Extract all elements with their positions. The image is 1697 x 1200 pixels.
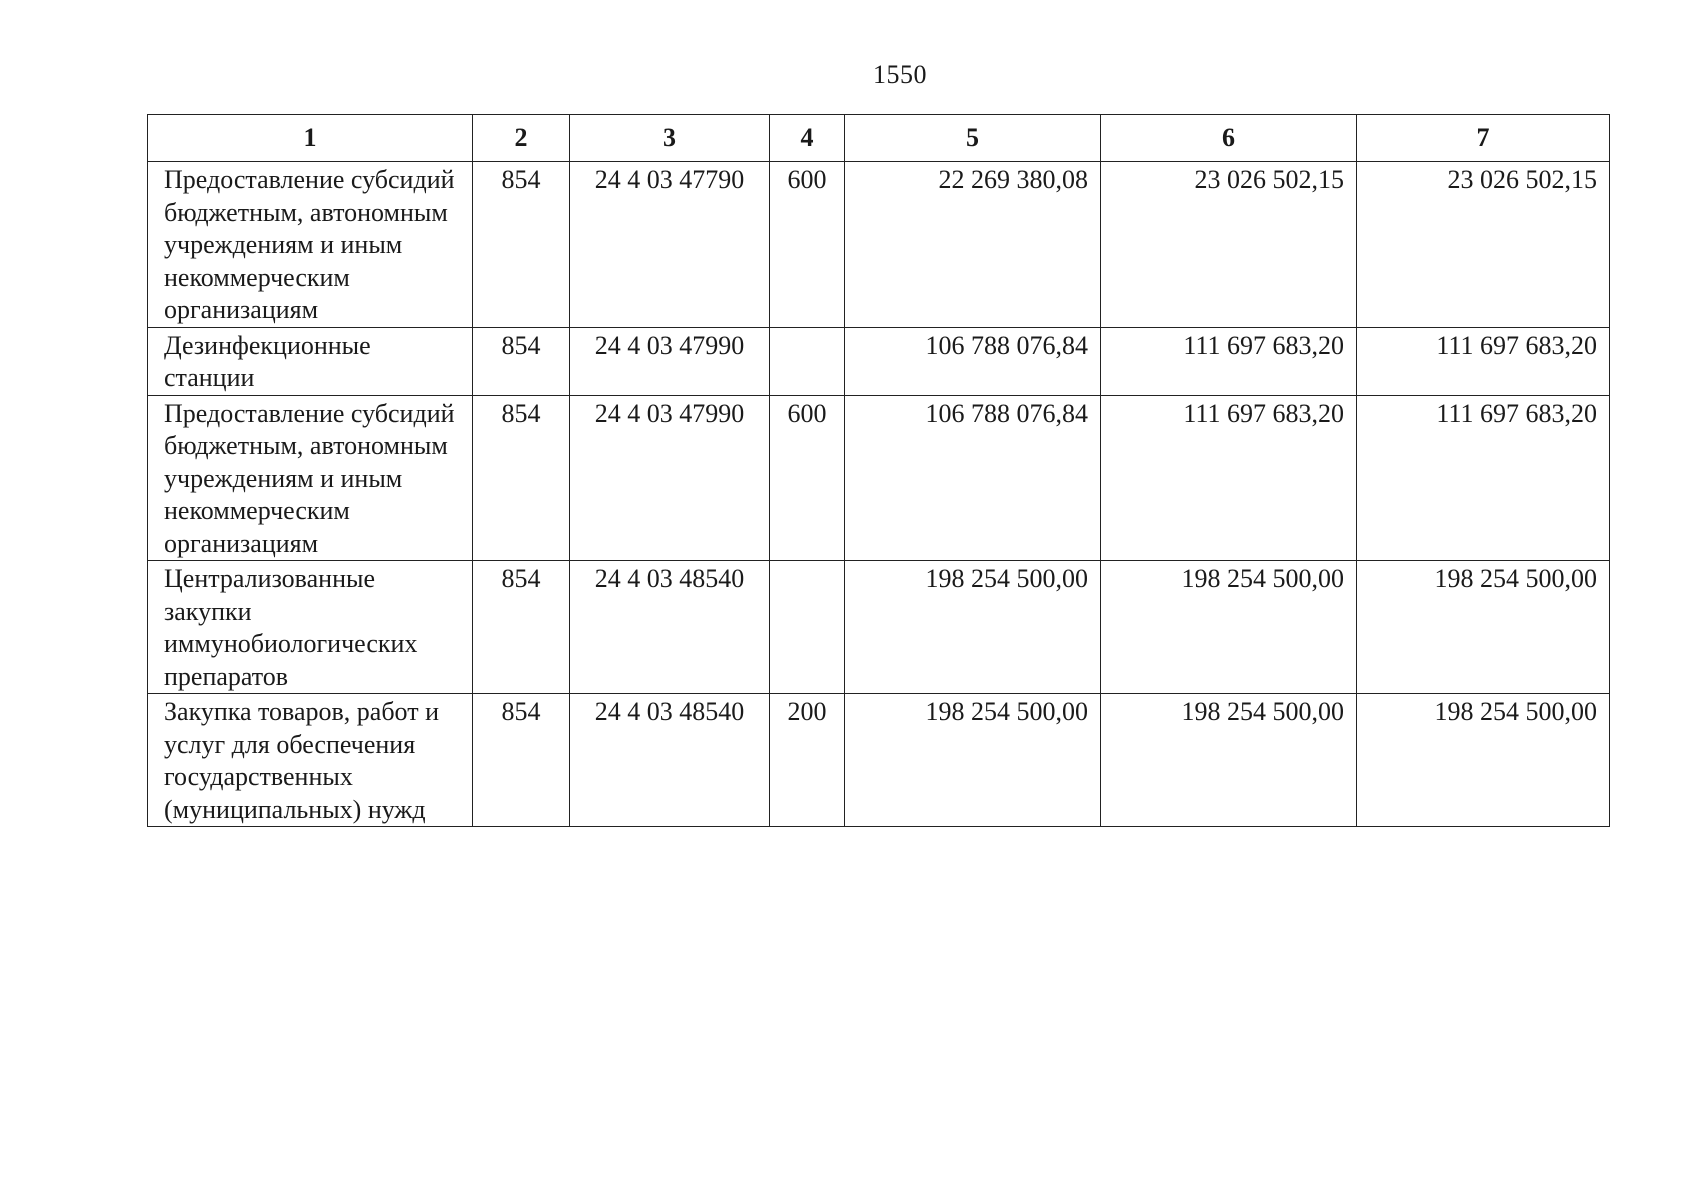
row-amount-3: 198 254 500,00 xyxy=(1357,561,1610,694)
row-amount-1: 106 788 076,84 xyxy=(845,327,1101,395)
header-row xyxy=(148,115,1610,162)
row-type: 200 xyxy=(770,694,845,827)
table-row xyxy=(148,561,1610,694)
row-code: 854 xyxy=(473,162,570,328)
row-amount-3: 23 026 502,15 xyxy=(1357,162,1610,328)
row-amount-2: 23 026 502,15 xyxy=(1101,162,1357,328)
row-target: 24 4 03 47990 xyxy=(570,395,770,561)
budget-table xyxy=(147,114,1610,827)
row-name: Предоставление субсидий бюджетным, автономным учреждениям и иным некоммерческим организациям xyxy=(148,395,473,561)
row-code: 854 xyxy=(473,694,570,827)
page-number: 1550 xyxy=(873,60,927,89)
row-target: 24 4 03 48540 xyxy=(570,694,770,827)
row-code: 854 xyxy=(473,395,570,561)
row-name: Закупка товаров, работ и услуг для обеспечения государственных (муниципальных) нужд xyxy=(148,694,473,827)
row-code: 854 xyxy=(473,561,570,694)
row-amount-1: 198 254 500,00 xyxy=(845,561,1101,694)
row-target: 24 4 03 47990 xyxy=(570,327,770,395)
row-amount-2: 111 697 683,20 xyxy=(1101,395,1357,561)
row-target: 24 4 03 48540 xyxy=(570,561,770,694)
column-header-7: 7 xyxy=(1357,115,1610,162)
table-row xyxy=(148,395,1610,561)
table-row xyxy=(148,694,1610,827)
row-amount-1: 198 254 500,00 xyxy=(845,694,1101,827)
row-type xyxy=(770,561,845,694)
row-code: 854 xyxy=(473,327,570,395)
row-amount-1: 106 788 076,84 xyxy=(845,395,1101,561)
row-type: 600 xyxy=(770,395,845,561)
table-row xyxy=(148,327,1610,395)
row-amount-3: 111 697 683,20 xyxy=(1357,395,1610,561)
row-type: 600 xyxy=(770,162,845,328)
row-target: 24 4 03 47790 xyxy=(570,162,770,328)
row-amount-3: 198 254 500,00 xyxy=(1357,694,1610,827)
row-amount-2: 198 254 500,00 xyxy=(1101,561,1357,694)
table-row xyxy=(148,162,1610,328)
column-header-2: 2 xyxy=(473,115,570,162)
row-name: Централизованные закупки иммунобиологических препаратов xyxy=(148,561,473,694)
row-amount-3: 111 697 683,20 xyxy=(1357,327,1610,395)
row-name: Предоставление субсидий бюджетным, автономным учреждениям и иным некоммерческим организациям xyxy=(148,162,473,328)
column-header-1: 1 xyxy=(148,115,473,162)
column-header-4: 4 xyxy=(770,115,845,162)
row-amount-2: 111 697 683,20 xyxy=(1101,327,1357,395)
row-name: Дезинфекционные станции xyxy=(148,327,473,395)
row-amount-1: 22 269 380,08 xyxy=(845,162,1101,328)
column-header-5: 5 xyxy=(845,115,1101,162)
column-header-3: 3 xyxy=(570,115,770,162)
row-amount-2: 198 254 500,00 xyxy=(1101,694,1357,827)
row-type xyxy=(770,327,845,395)
column-header-6: 6 xyxy=(1101,115,1357,162)
